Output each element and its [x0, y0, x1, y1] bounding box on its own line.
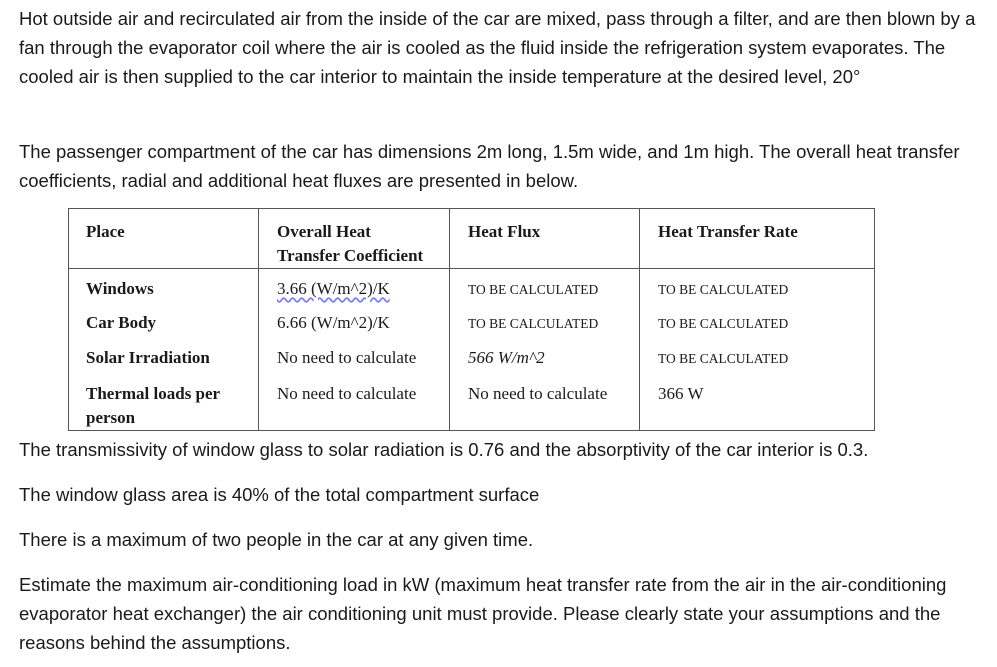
row-place: Windows [86, 279, 154, 298]
header-place: Place [69, 209, 259, 269]
header-overall-line1: Overall Heat [277, 222, 371, 241]
row-flux [450, 305, 640, 341]
transmissivity-note: The transmissivity of window glass to solar radiation is 0.76 and the absorptivity of the car interior is 0.3. [19, 439, 869, 460]
table-row [69, 269, 875, 305]
header-heat-flux: Heat Flux [450, 209, 640, 269]
row-rate-value: TO BE CALCULATED [658, 350, 789, 366]
row-place: Car Body [86, 312, 157, 332]
row-place: Solar Irradiation [86, 347, 210, 367]
row-place-line2: person [86, 407, 136, 427]
header-overall-line2: Transfer Coefficient [277, 246, 424, 265]
row-rate [640, 269, 875, 305]
row-flux [450, 269, 640, 305]
row-coefficient [259, 269, 450, 305]
row-flux: 566 W/m^2 [450, 341, 640, 377]
row-coefficient: 6.66 (W/m^2)/K [259, 305, 450, 341]
people-note: There is a maximum of two people in the car at any given time. [19, 529, 534, 550]
row-rate-value: TO BE CALCULATED [658, 282, 789, 297]
row-flux-value: TO BE CALCULATED [468, 315, 599, 331]
header-heat-rate: Heat Transfer Rate [640, 209, 875, 269]
question-paragraph: Estimate the maximum air-conditioning load in kW (maximum heat transfer rate from the air in the air-conditioning evaporator heat exchanger) the air conditioning unit must provide. Please clearly state your assumptions and the reasons behind the assumptions. [19, 574, 947, 653]
glass-area-note: The window glass area is 40% of the total compartment surface [19, 484, 540, 505]
row-coefficient: No need to calculate [259, 341, 450, 377]
heat-transfer-table [68, 208, 875, 431]
table-row [69, 341, 875, 377]
table-row [69, 377, 875, 431]
row-coefficient-value: 3.66 (W/m^2)/K [277, 279, 390, 298]
intro-paragraph-2: The passenger compartment of the car has dimensions 2m long, 1.5m wide, and 1m high. The overall heat transfer coefficients, radial and additional heat fluxes are presented in below. [19, 141, 960, 191]
intro-paragraph-1: Hot outside air and recirculated air from the inside of the car are mixed, pass through a filter, and are then blown by a fan through the evaporator coil where the air is cooled as the fluid inside the refrigeration system evaporates. The cooled air is then supplied to the car interior to maintain the inside temperature at the desired level, 20° [19, 8, 976, 87]
row-flux: No need to calculate [450, 377, 640, 431]
row-rate [640, 341, 875, 377]
row-rate [640, 305, 875, 341]
row-place [69, 377, 259, 431]
row-place-line1: Thermal loads per [86, 383, 221, 403]
row-flux-value: TO BE CALCULATED [468, 282, 599, 297]
row-rate-value: TO BE CALCULATED [658, 315, 789, 331]
row-rate: 366 W [640, 377, 875, 431]
table-header-row [69, 209, 875, 269]
row-coefficient: No need to calculate [259, 377, 450, 431]
header-overall-coefficient [259, 209, 450, 269]
table-row [69, 305, 875, 341]
